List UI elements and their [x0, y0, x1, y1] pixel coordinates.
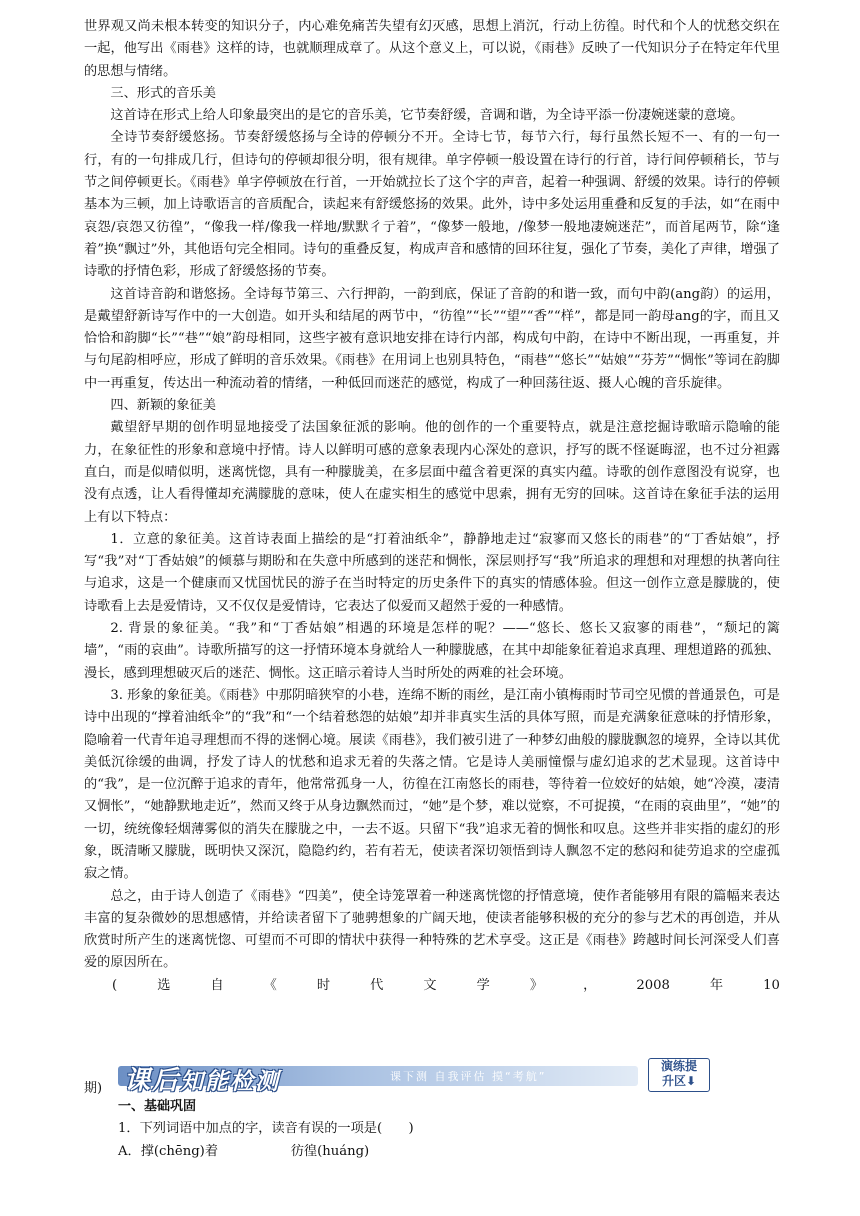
article-body — [84, 16, 780, 997]
paragraph: 总之，由于诗人创造了《雨巷》“四美”，使全诗笼罩着一种迷离恍惚的抒情意境，使作者能够用有限的篇幅来表达丰富的复杂微妙的思想感情，并给读者留下了驰骋想象的广阔天地，使读者能够积极的充分的参与艺术的再创造，并从欣赏时所产生的迷离恍惚、可望而不可即的情状中获得一种特殊的艺术享受。这正是《雨巷》跨越时间长河深受人们喜爱的原因所在。 — [84, 888, 780, 971]
option-a: A． 撑(chēng)着 彷徨(huáng) — [118, 1143, 370, 1159]
section-banner — [118, 1058, 712, 1096]
paragraph: 这首诗音韵和谐悠扬。全诗每节第三、六行押韵，一韵到底，保证了音韵的和谐一致，而句中韵(ang韵）的运用，是戴望舒新诗写作中的一大创造。如开头和结尾的两节中，“彷徨”“长”“望”“香”“样”，都是同一韵母ang的字，而且又恰恰和韵脚“长”“巷”“娘”韵母相同，这些字被有意识地安排在诗行内部，构成句中韵，在诗中不断出现，一再重复，并与句尾韵相呼应，形成了鲜明的音乐效果。《雨巷》在用词上也别具特色，“雨巷”“悠长”“姑娘”“芬芳”“惆怅”等词在韵脚中一再重复，传达出一种流动着的情绪，一种低回而迷茫的感觉，构成了一种回荡往返、摄人心魄的音乐旋律。 — [84, 286, 780, 391]
exercise-section-heading: 一、基础巩固 — [118, 1099, 197, 1114]
banner-subtitle: 课下测 自我评估 摸“考航” — [390, 1070, 547, 1083]
paragraph: 2. 背景的象征美。“我”和“丁香姑娘”相遇的环境是怎样的呢？——“悠长、悠长又寂寥的雨巷”，“颓圮的篱墙”，“雨的哀曲”。诗歌所描写的这一抒情环境本身就给人一种朦胧感，在其中却能象征着追求真理、理想道路的孤独、漫长，感到理想破灭后的迷茫、惆怅。这正暗示着诗人当时所处的两难的社会环境。 — [84, 621, 780, 681]
paragraph: 戴望舒早期的创作明显地接受了法国象征派的影响。他的创作的一个重要特点，就是注意挖掘诗歌暗示隐喻的能力，在象征性的形象和意境中抒情。诗人以鲜明可感的意象表现内心深处的意识，抒写的既不怪诞晦涩，也不过分袒露直白，而是似晴似明，迷离恍惚，具有一种朦胧美，在多层面中蕴含着更深的真实内蕴。诗歌的创作意图没有说穿，也没有点透，让人看得懂却充满朦胧的意味，使人在虚实相生的感觉中思索，拥有无穷的回味。这首诗在象征手法的运用上有以下特点： — [84, 420, 780, 525]
paragraph: 这首诗在形式上给人印象最突出的是它的音乐美，它节奏舒缓，音调和谐，为全诗平添一份凄婉迷蒙的意境。 — [110, 108, 744, 124]
practice-area-badge: 演练提 升区⬇ — [648, 1058, 710, 1092]
source-citation-end: 期) — [84, 1081, 103, 1096]
section-heading: 三、形式的音乐美 — [110, 85, 216, 101]
paragraph: 世界观又尚未根本转变的知识分子，内心难免痛苦失望有幻灭感，思想上消沉，行动上彷徨。时代和个人的忧愁交织在一起，他写出《雨巷》这样的诗，也就顺理成章了。从这个意义上，可以说，《雨巷》反映了一代知识分子在特定年代里的思想与情绪。 — [84, 19, 780, 79]
question-1: 1．下列词语中加点的字，读音有误的一项是( ) — [118, 1121, 414, 1137]
paragraph: 3. 形象的象征美。《雨巷》中那阴暗狭窄的小巷，连绵不断的雨丝，是江南小镇梅雨时节司空见惯的普通景色，可是诗中出现的“撑着油纸伞”的“我”和“一个结着愁怨的姑娘”却并非真实生活的具体写照，而是充满象征意味的抒情形象，隐喻着一代青年追寻理想而不得的迷惘心境。展读《雨巷》，我们被引进了一种梦幻曲般的朦胧飘忽的境界，全诗以其优美低沉徐缓的曲调，抒发了诗人的忧愁和追求无着的失落之情。它是诗人美丽憧憬与虚幻追求的艺术显现。这首诗中的“我”，是一位沉醉于追求的青年，他常常孤身一人，彷徨在江南悠长的雨巷，等待着一位姣好的姑娘，她“冷漠，凄清又惆怅”，“她静默地走近”，然而又终于从身边飘然而过，“她”是个梦，难以觉察，不可捉摸，“在雨的哀曲里”，“她”的一切，统统像轻烟薄雾似的消失在朦胧之中，一去不返。只留下“我”追求无着的惆怅和叹息。这些并非实指的虚幻的形象，既清晰又朦胧，既明快又深沉，隐隐约约，若有若无，使读者深切领悟到诗人飘忽不定的愁闷和徒劳追求的空虚孤寂之情。 — [84, 687, 780, 882]
exercise-section — [118, 1096, 718, 1163]
section-heading: 四、新颖的象征美 — [110, 398, 216, 414]
banner-title: 课后知能检测 — [124, 1066, 281, 1096]
paragraph: 1．立意的象征美。这首诗表面上描绘的是“打着油纸伞”，静静地走过“寂寥而又悠长的雨巷”的“丁香姑娘”，抒写“我”对“丁香姑娘”的倾慕与期盼和在失意中所感到的迷茫和惆怅，深层则抒写“我”所追求的理想和对理想的执著向往与追求，这是一个健康而又忧国忧民的游子在当时特定的历史条件下的真实的情感体验。但这一创作立意是朦胧的，使诗歌看上去是爱情诗，又不仅仅是爱情诗，它表达了似爱而又超然于爱的一种感情。 — [84, 531, 780, 614]
source-citation: ( 选 自 《 时 代 文 学 》 ， 2008 年 10 — [112, 977, 780, 993]
paragraph: 全诗节奏舒缓悠扬。节奏舒缓悠扬与全诗的停顿分不开。全诗七节，每节六行，每行虽然长短不一、有的一句一行，有的一句排成几行，但诗句的停顿却很分明，很有规律。单字停顿一般设置在诗行的行首，诗行间停顿稍长，节与节之间停顿更长。《雨巷》单字停顿放在行首，一开始就拉长了这个字的声音，起着一种强调、舒缓的效果。诗行的停顿基本为三顿，加上诗歌语言的音质配合，读起来有舒缓悠扬的效果。此外，诗中多处运用重叠和反复的手法，如“在雨中哀怨/哀怨又彷徨”，“像我一样/像我一样地/默默彳亍着”，“像梦一般地，/像梦一般地凄婉迷茫”，而首尾两节，除“逢着”换“飘过”外，其他语句完全相同。诗句的重叠反复，构成声音和感情的回环往复，强化了节奏，美化了声律，增强了诗歌的抒情色彩，形成了舒缓悠扬的节奏。 — [84, 130, 780, 280]
